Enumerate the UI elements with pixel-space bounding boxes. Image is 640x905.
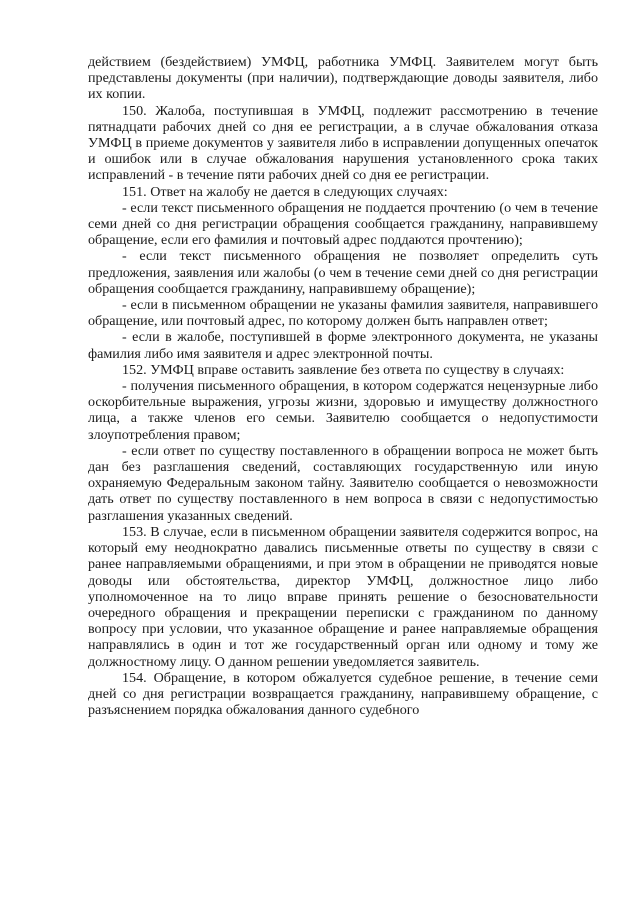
list-item-151-2: - если текст письменного обращения не позволяет определить суть предложения, заявления или жалобы (о чем в течение семи дней со дня регистрации обращения сообщается гражданину, направившему обращение); xyxy=(88,248,598,297)
paragraph-153: 153. В случае, если в письменном обращении заявителя содержится вопрос, на который ему неоднократно давались письменные ответы по существу в связи с ранее направляемыми обращениями, и при этом в обращении не приводятся новые доводы или обстоятельства, директор УМФЦ, должностное лицо либо уполномоченное на то лицо вправе принять решение о безосновательности очередного обращения и прекращении переписки с гражданином по данному вопросу при условии, что указанное обращение и ранее направляемые обращения направлялись в один и тот же государственный орган или одному и тому же должностному лицу. О данном решении уведомляется заявитель. xyxy=(88,523,598,670)
list-item-151-4: - если в жалобе, поступившей в форме электронного документа, не указаны фамилия либо имя заявителя и адрес электронной почты. xyxy=(88,329,598,362)
paragraph-152: 152. УМФЦ вправе оставить заявление без ответа по существу в случаях: xyxy=(122,361,565,378)
list-item-152-1: - получения письменного обращения, в котором содержатся нецензурные либо оскорбительные выражения, угрозы жизни, здоровью и имуществу должностного лица, а также членов его семьи. Заявителю сообщается о недопустимости злоупотребления правом; xyxy=(88,378,598,443)
paragraph-154: 154. Обращение, в котором обжалуется судебное решение, в течение семи дней со дня регистрации возвращается гражданину, направившему обращение, с разъяснением порядка обжалования данного судебного xyxy=(88,669,598,719)
list-item-152-2: - если ответ по существу поставленного в обращении вопроса не может быть дан без разглашения сведений, составляющих государственную или иную охраняемую Федеральным законом тайну. Заявителю сообщается о невозможности дать ответ по существу поставленного в нем вопроса в связи с недопустимостью разглашения указанных сведений. xyxy=(88,442,598,524)
paragraph-150: 150. Жалоба, поступившая в УМФЦ, подлежит рассмотрению в течение пятнадцати рабочих дней со дня ее регистрации, а в случае обжалования отказа УМФЦ в приеме документов у заявителя либо в исправлении допущенных опечаток и ошибок или в случае обжалования нарушения установленного срока таких исправлений - в течение пяти рабочих дней со дня ее регистрации. xyxy=(88,102,598,184)
paragraph-continuation: действием (бездействием) УМФЦ, работника УМФЦ. Заявителем могут быть представлены документы (при наличии), подтверждающие доводы заявителя, либо их копии. xyxy=(88,54,598,103)
paragraph-151: 151. Ответ на жалобу не дается в следующих случаях: xyxy=(122,183,448,200)
list-item-151-1: - если текст письменного обращения не поддается прочтению (о чем в течение семи дней со дня регистрации обращения сообщается гражданину, направившему обращение, если его фамилия и почтовый адрес поддаются прочтению); xyxy=(88,199,598,249)
document-page xyxy=(88,54,598,718)
list-item-151-3: - если в письменном обращении не указаны фамилия заявителя, направившего обращение, или почтовый адрес, по которому должен быть направлен ответ; xyxy=(88,297,598,330)
